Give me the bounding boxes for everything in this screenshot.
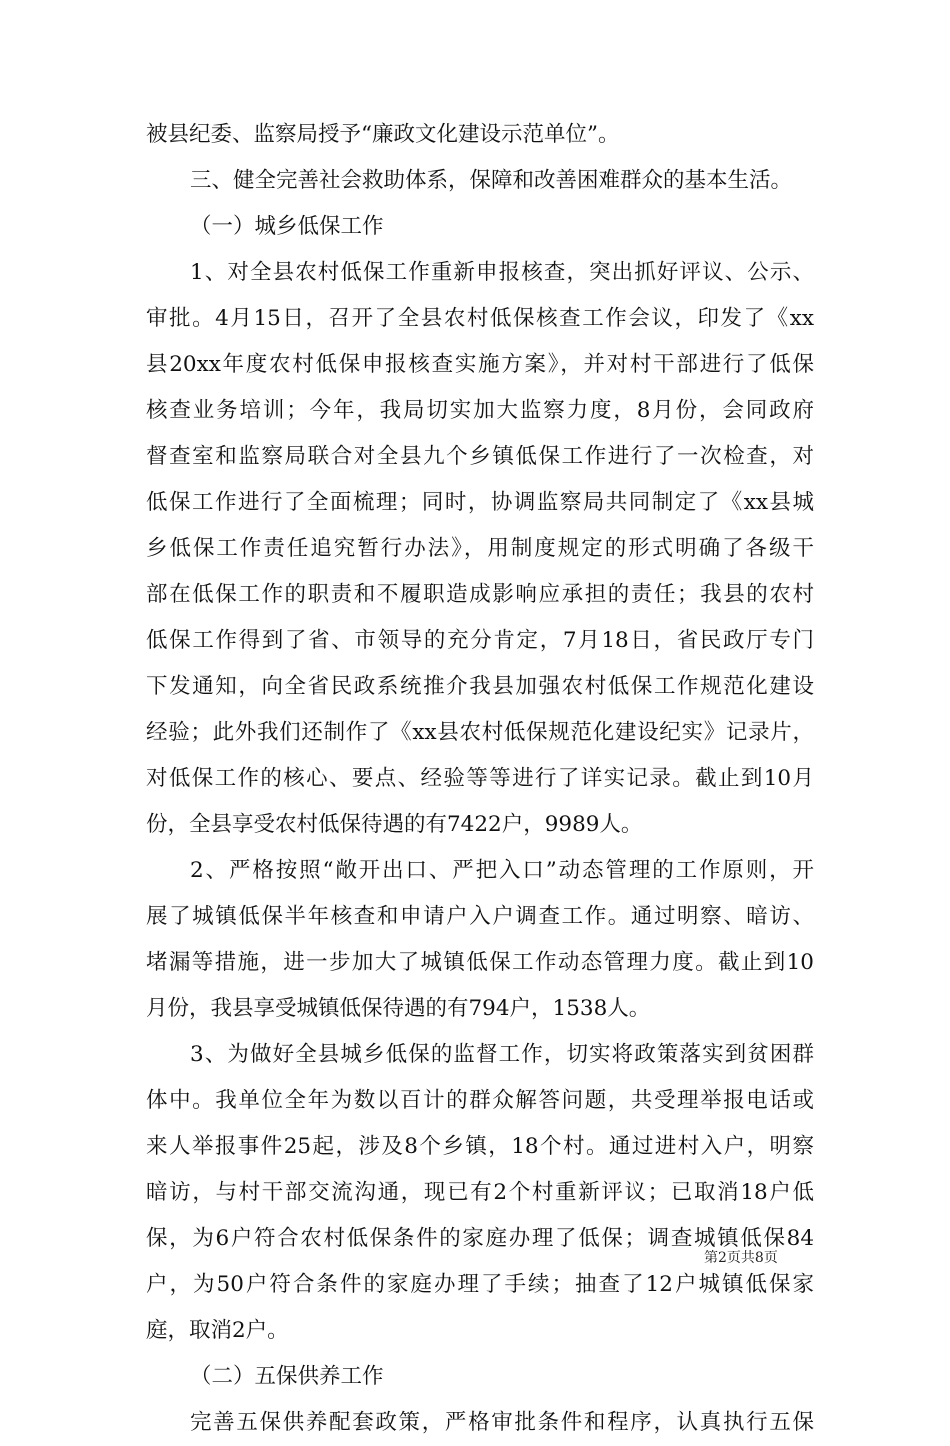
text-line: 部在低保工作的职责和不履职造成影响应承担的责任；我县的农村	[146, 582, 814, 607]
document-body	[146, 112, 814, 1446]
text-line: （一）城乡低保工作	[190, 214, 384, 239]
text-line: 2、严格按照“敞开出口、严把入口”动态管理的工作原则，开	[190, 858, 814, 883]
text-line: 下发通知，向全省民政系统推介我县加强农村低保工作规范化建设	[146, 674, 814, 699]
text-line: 经验；此外我们还制作了《xx县农村低保规范化建设纪实》记录片，	[146, 720, 814, 745]
text-line: 乡低保工作责任追究暂行办法》，用制度规定的形式明确了各级干	[146, 536, 814, 561]
text-line: 督查室和监察局联合对全县九个乡镇低保工作进行了一次检查，对	[146, 444, 814, 469]
text-line: 月份，我县享受城镇低保待遇的有794户，1538人。	[146, 996, 651, 1021]
text-line: 份，全县享受农村低保待遇的有7422户，9989人。	[146, 812, 643, 837]
text-line: 低保工作进行了全面梳理；同时，协调监察局共同制定了《xx县城	[146, 490, 814, 515]
page-number: 第2页共8页	[704, 1250, 778, 1266]
text-line: 来人举报事件25起，涉及8个乡镇，18个村。通过进村入户，明察	[146, 1134, 814, 1159]
text-line: （二）五保供养工作	[190, 1364, 384, 1389]
text-line: 户，为50户符合条件的家庭办理了手续；抽查了12户城镇低保家	[146, 1272, 814, 1297]
text-line: 审批。4月15日，召开了全县农村低保核查工作会议，印发了《xx	[146, 306, 814, 331]
text-line: 体中。我单位全年为数以百计的群众解答问题，共受理举报电话或	[146, 1088, 814, 1113]
text-line: 核查业务培训；今年，我局切实加大监察力度，8月份，会同政府	[146, 398, 814, 423]
text-line: 庭，取消2户。	[146, 1318, 289, 1343]
text-line: 三、健全完善社会救助体系，保障和改善困难群众的基本生活。	[190, 168, 793, 193]
text-line: 完善五保供养配套政策，严格审批条件和程序，认真执行五保	[190, 1410, 814, 1435]
text-line: 3、为做好全县城乡低保的监督工作，切实将政策落实到贫困群	[190, 1042, 814, 1067]
text-line: 1、对全县农村低保工作重新申报核查，突出抓好评议、公示、	[190, 260, 814, 285]
text-line: 县20xx年度农村低保申报核查实施方案》，并对村干部进行了低保	[146, 352, 814, 377]
text-line: 对低保工作的核心、要点、经验等等进行了详实记录。截止到10月	[146, 766, 814, 791]
text-line: 低保工作得到了省、市领导的充分肯定，7月18日，省民政厅专门	[146, 628, 814, 653]
text-line: 被县纪委、监察局授予“廉政文化建设示范单位”。	[146, 122, 620, 147]
text-line: 堵漏等措施，进一步加大了城镇低保工作动态管理力度。截止到10	[146, 950, 814, 975]
text-line: 暗访，与村干部交流沟通，现已有2个村重新评议；已取消18户低	[146, 1180, 814, 1205]
text-line: 展了城镇低保半年核查和申请户入户调查工作。通过明察、暗访、	[146, 904, 814, 929]
text-line: 保，为6户符合农村低保条件的家庭办理了低保；调查城镇低保84	[146, 1226, 814, 1251]
